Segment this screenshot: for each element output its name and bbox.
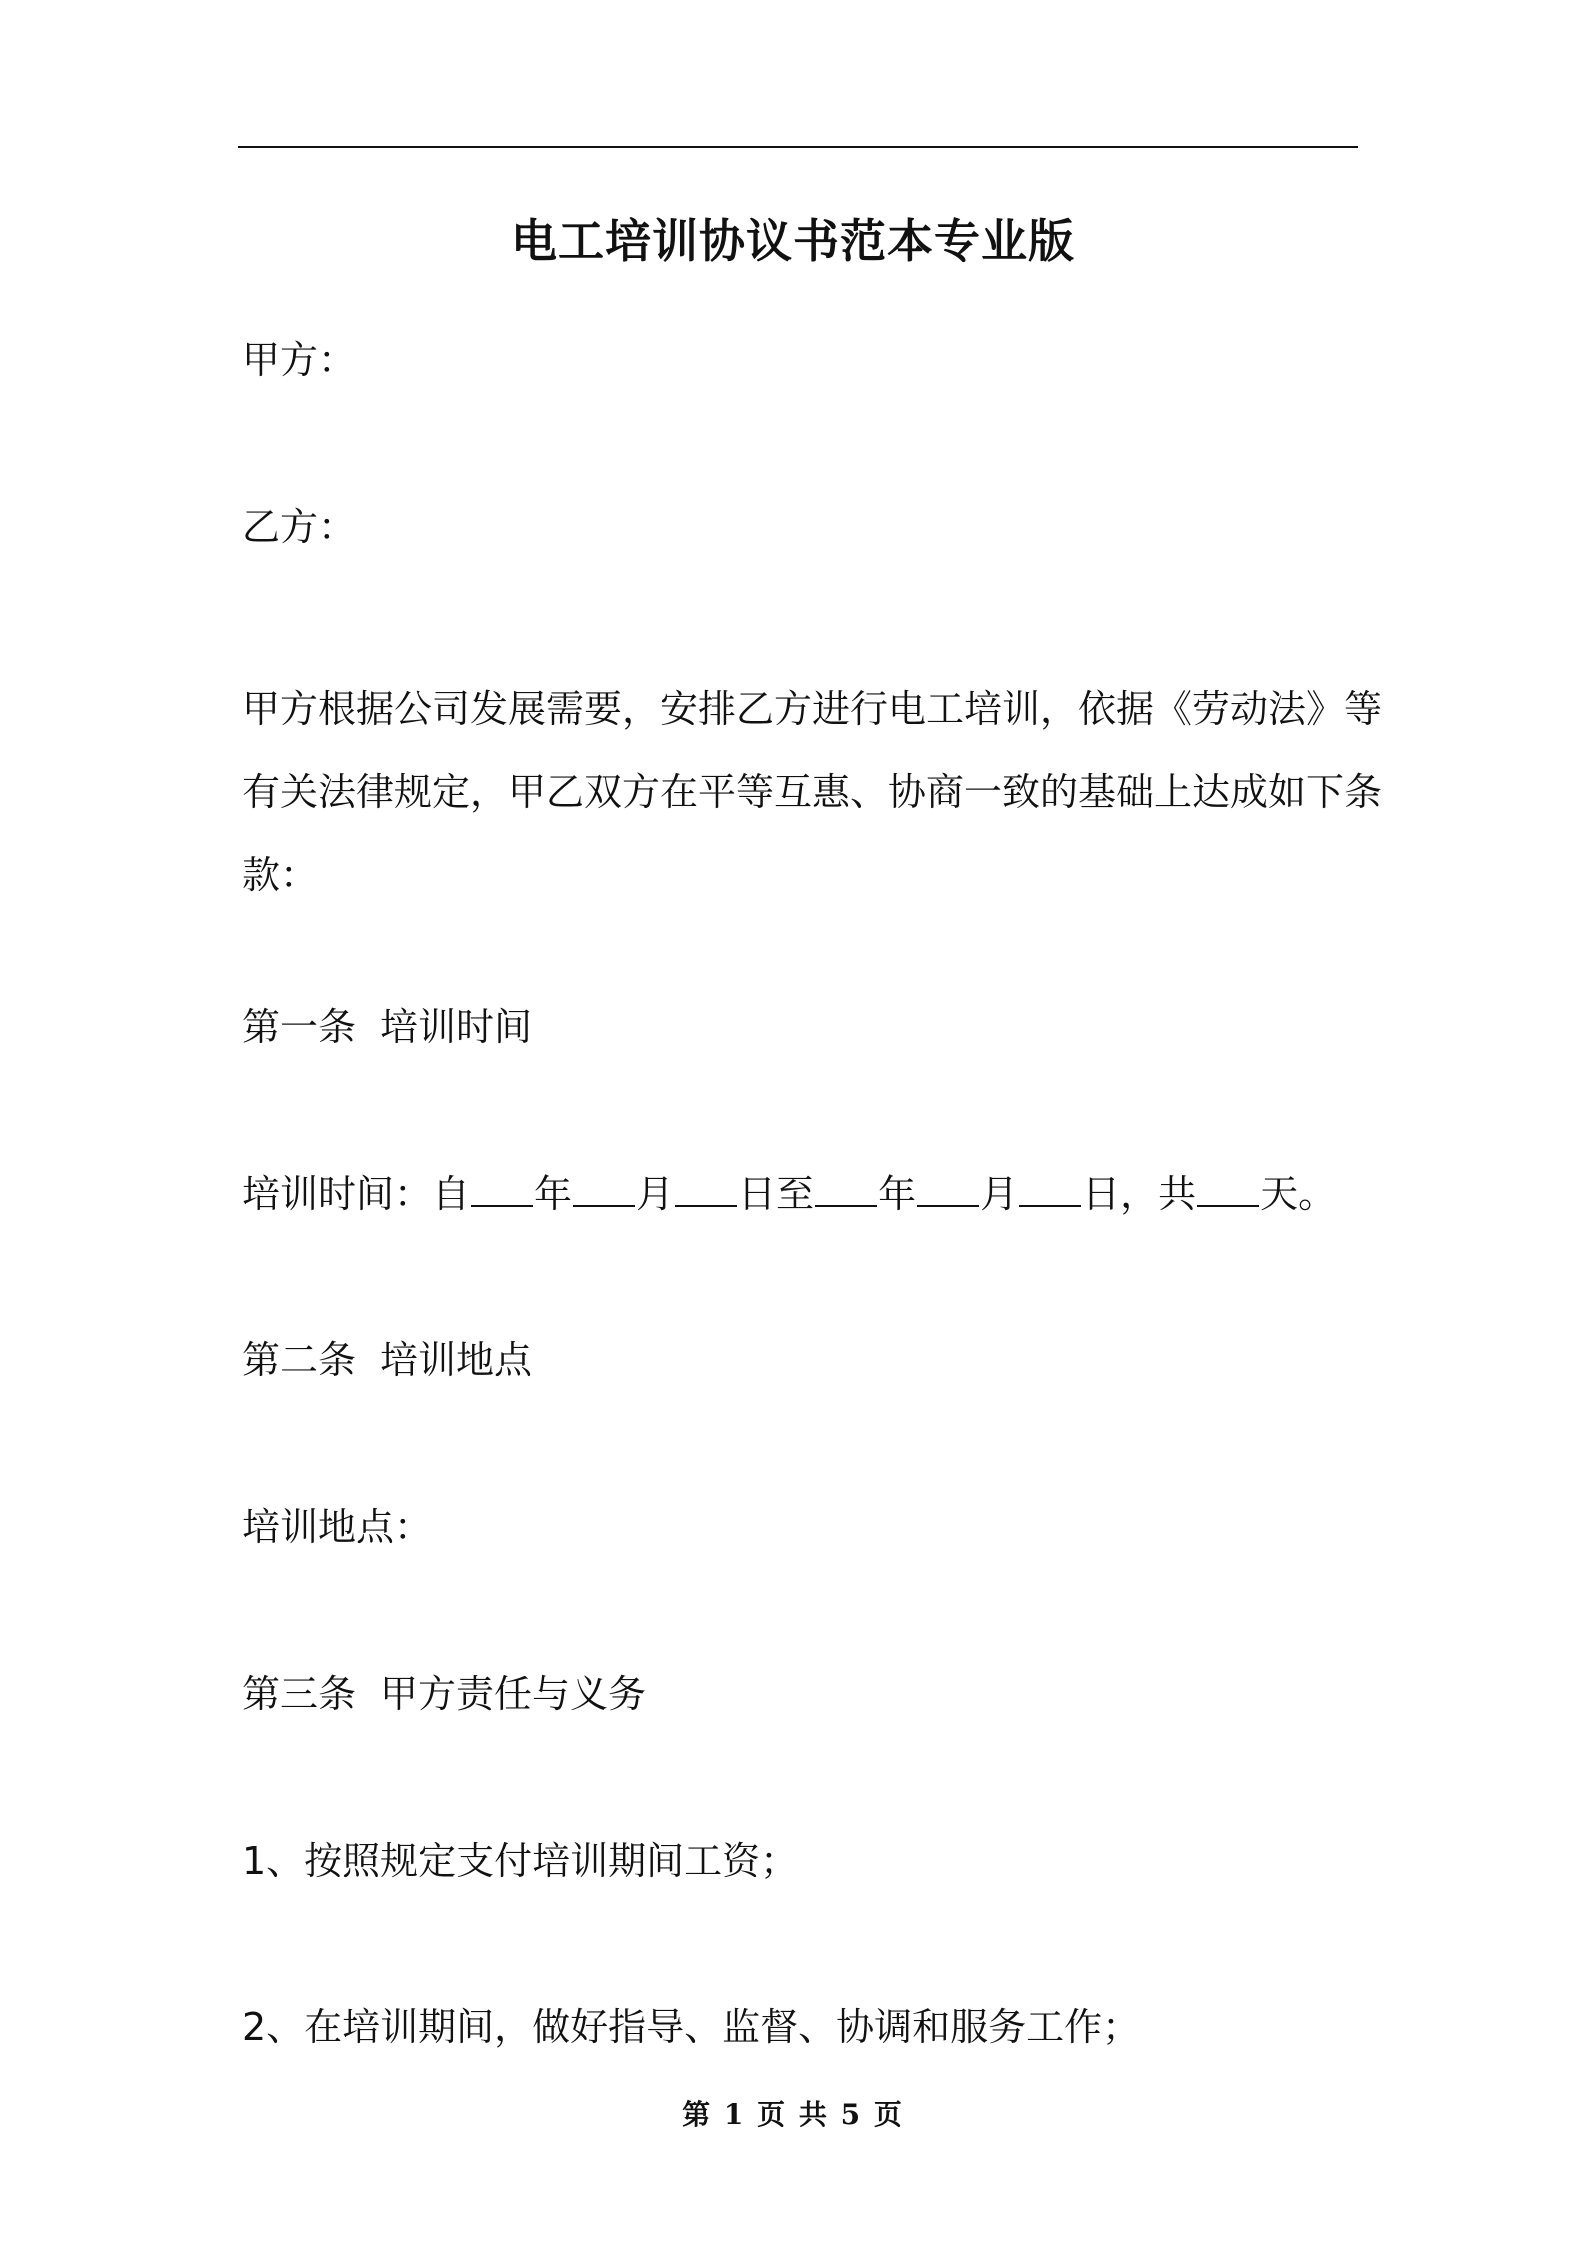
- intro-line-3: 款：: [242, 853, 319, 897]
- blank-start-month[interactable]: [573, 1175, 635, 1207]
- unit-days: 天。: [1260, 1172, 1337, 1216]
- blank-end-month[interactable]: [917, 1175, 979, 1207]
- party-b-label: 乙方：: [242, 505, 357, 549]
- document-title: 电工培训协议书范本专业版: [511, 214, 1075, 268]
- article-3-heading: [242, 1672, 646, 1718]
- article-1-title: 培训时间: [380, 1005, 533, 1049]
- unit-day-total: 日，共: [1082, 1172, 1197, 1216]
- article-2-number: 第二条: [242, 1338, 357, 1382]
- intro-line-2: 有关法律规定，甲乙双方在平等互惠、协商一致的基础上达成如下条: [242, 770, 1383, 814]
- article-3-title: 甲方责任与义务: [380, 1672, 647, 1716]
- unit-month-1: 月: [636, 1172, 675, 1216]
- intro-line-1: 甲方根据公司发展需要，安排乙方进行电工培训，依据《劳动法》等: [242, 687, 1383, 731]
- article-1-number: 第一条: [242, 1005, 357, 1049]
- unit-year-2: 年: [878, 1172, 917, 1216]
- article-2-heading: [242, 1338, 532, 1384]
- duty-item-2: 2、在培训期间，做好指导、监督、协调和服务工作；: [242, 2005, 1141, 2049]
- training-time-line: [242, 1172, 1336, 1218]
- blank-total-days[interactable]: [1197, 1175, 1259, 1207]
- blank-end-day[interactable]: [1019, 1175, 1081, 1207]
- intro-paragraph: [242, 668, 1383, 917]
- training-time-label: 培训时间：自: [242, 1172, 471, 1216]
- unit-year-1: 年: [534, 1172, 573, 1216]
- blank-end-year[interactable]: [815, 1175, 877, 1207]
- party-a-label: 甲方：: [242, 338, 357, 382]
- unit-month-2: 月: [980, 1172, 1019, 1216]
- article-2-title: 培训地点: [380, 1338, 533, 1382]
- blank-start-day[interactable]: [675, 1175, 737, 1207]
- unit-day-to: 日至: [738, 1172, 815, 1216]
- training-place-label: 培训地点：: [242, 1505, 433, 1549]
- duty-item-1: 1、按照规定支付培训期间工资；: [242, 1839, 799, 1883]
- article-1-heading: [242, 1005, 532, 1051]
- article-3-number: 第三条: [242, 1672, 357, 1716]
- blank-start-year[interactable]: [471, 1175, 533, 1207]
- header-rule: [238, 146, 1358, 148]
- page-number-footer: 第 1 页 共 5 页: [682, 2098, 904, 2131]
